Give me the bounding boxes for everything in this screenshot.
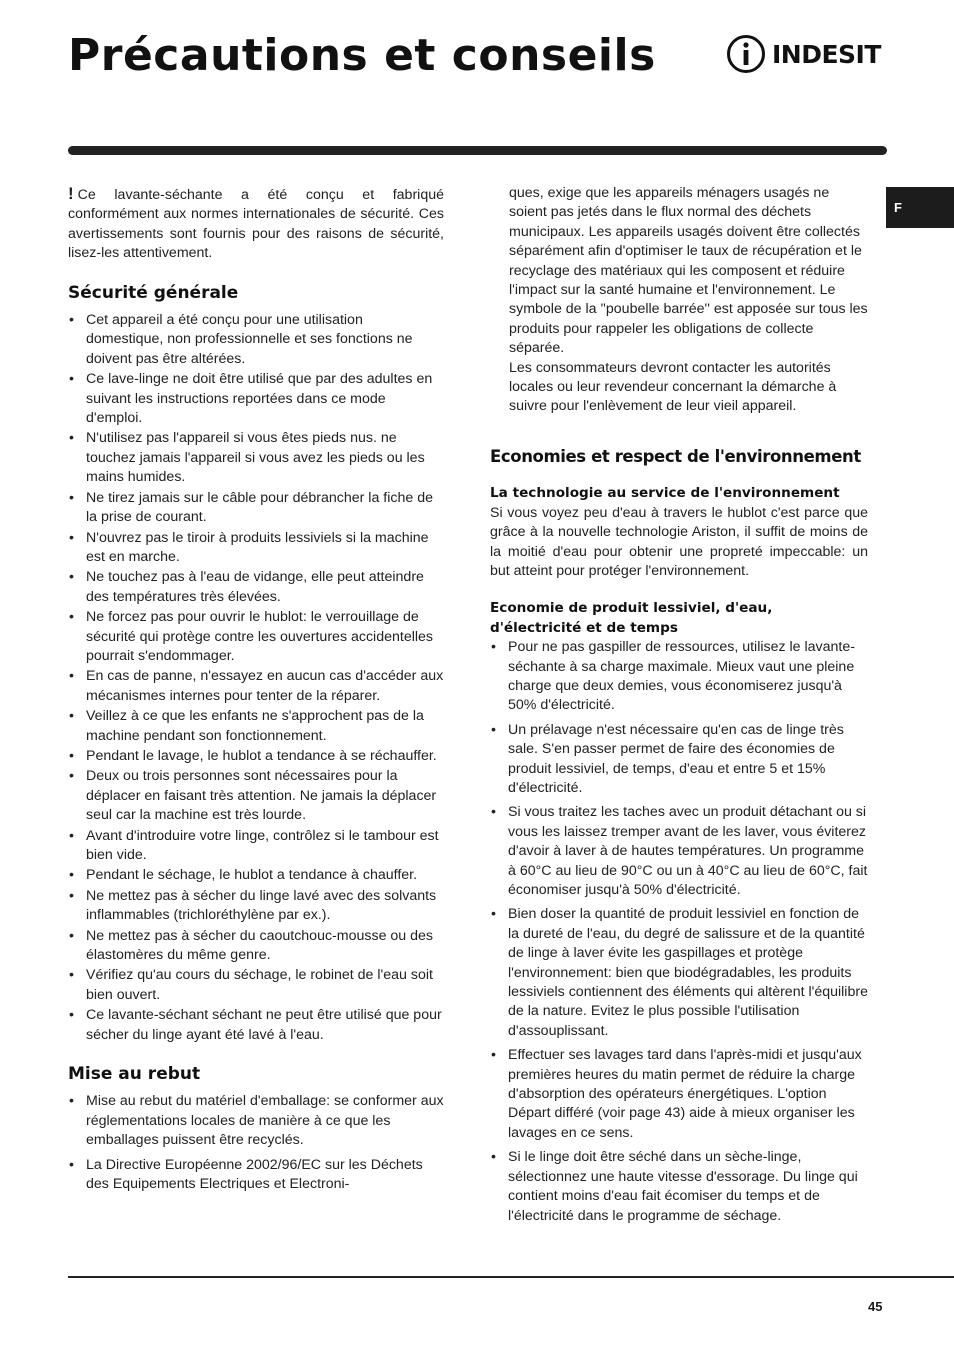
- list-item: • Pendant le séchage, le hublot a tendance à chauffer.: [68, 866, 444, 885]
- list-item: • Ce lavante-séchant séchant ne peut être utilisé que pour sécher du linge ayant été lavé à l'eau.: [68, 1006, 444, 1045]
- list-item: • Mise au rebut du matériel d'emballage: se conformer aux réglementations locales de manière à ce que les emballages puissent être recyclés.: [68, 1092, 444, 1150]
- rebut-continuation: ques, exige que les appareils ménagers usagés ne soient pas jetés dans le flux normal des déchets municipaux. Les appareils usagés doivent être collectés séparément afin d'optimiser le taux de récupération et le recyclage des matériaux qui les composent et réduire l'impact sur la santé humaine et l'environnement. Le symbole de la ''poubelle barrée'' est apposée sur tous les produits pour rappeler les obligations de collecte séparée.: [509, 185, 868, 357]
- list-item: • Cet appareil a été conçu pour une utilisation domestique, non professionnelle et ses fonctions ne doivent pas être altérées.: [68, 311, 444, 369]
- list-item: • N'ouvrez pas le tiroir à produits lessiviels si la machine est en marche.: [68, 529, 444, 568]
- list-item: • Pour ne pas gaspiller de ressources, utilisez le lavante-séchante à sa charge maximale. Mieux vaut une pleine charge que deux demies, vous économiserez jusqu'à 50% d'électricité.: [490, 638, 868, 716]
- list-item: • En cas de panne, n'essayez en aucun cas d'accéder aux mécanismes internes pour tenter de la réparer.: [68, 667, 444, 706]
- rebut-list: [68, 1092, 444, 1194]
- intro-text: Ce lavante-séchante a été conçu et fabriqué conformément aux normes internationales de sécurité. Ces avertissements sont fournis pour des raisons de sécurité, lisez-les attentivement.: [68, 187, 444, 262]
- list-item: • Ce lave-linge ne doit être utilisé que par des adultes en suivant les instructions reportées dans ce mode d'emploi.: [68, 370, 444, 428]
- list-item: • Ne forcez pas pour ouvrir le hublot: le verrouillage de sécurité qui protège contre les ouvertures accidentelles pourrait s'endommager.: [68, 608, 444, 666]
- list-item: • N'utilisez pas l'appareil si vous êtes pieds nus. ne touchez jamais l'appareil si vous avez les pieds ou les mains humides.: [68, 429, 444, 487]
- list-item: • Si le linge doit être séché dans un sèche-linge, sélectionnez une haute vitesse d'essorage. Du linge qui contient moins d'eau fait écomiser du temps et de l'électricité dans le programme de séchage.: [490, 1148, 868, 1226]
- subheading-economie: Economie de produit lessiviel, d'eau, d'électricité et de temps: [490, 600, 773, 636]
- list-item: • La Directive Européenne 2002/96/EC sur les Déchets des Equipements Electriques et Electroni-: [68, 1156, 444, 1195]
- warning-mark: !: [68, 184, 74, 203]
- securite-list: [68, 311, 444, 1045]
- list-item: • Vérifiez qu'au cours du séchage, le robinet de l'eau soit bien ouvert.: [68, 966, 444, 1005]
- indesit-logo-icon: [726, 34, 766, 74]
- list-item: • Ne mettez pas à sécher du caoutchouc-mousse ou des élastomères du même genre.: [68, 927, 444, 966]
- right-column: [490, 184, 868, 1231]
- list-item: • Si vous traitez les taches avec un produit détachant ou si vous les laissez tremper avant de les laver, vous éviterez d'avoir à laver à de hautes températures. Un programme à 60°C au lieu de 90°C ou un à 40°C au lieu de 60°C, fait économiser jusqu'à 50% d'électricité.: [490, 803, 868, 900]
- list-item: • Avant d'introduire votre linge, contrôlez si le tambour est bien vide.: [68, 827, 444, 866]
- technologie-paragraph: Si vous voyez peu d'eau à travers le hublot c'est parce que grâce à la nouvelle technologie Ariston, il suffit de moins de la moitié d'eau pour obtenir une propreté impeccable: un but atteint pour protéger l'environnement.: [490, 504, 868, 579]
- list-item: • Ne tirez jamais sur le câble pour débrancher la fiche de la prise de courant.: [68, 489, 444, 528]
- list-item: • Bien doser la quantité de produit lessiviel en fonction de la dureté de l'eau, du degré de salissure et de la quantité de linge à laver évite les gaspillages et protège l'environnement: bien que biodégradables, les produits lessiviels contiennent des éléments qui altèrent l'équilibre de la nature. Evitez le plus possible l'utilisation d'assouplissant.: [490, 905, 868, 1041]
- header-divider: [68, 146, 887, 155]
- left-column: [68, 184, 444, 1200]
- list-item: • Effectuer ses lavages tard dans l'après-midi et jusqu'aux premières heures du matin permet de réduire la charge d'absorption des opérateurs énergétiques. L'option Départ différé (voir page 43) aide à mieux organiser les lavages en ce sens.: [490, 1046, 868, 1143]
- rebut-continuation-2: Les consommateurs devront contacter les autorités locales ou leur revendeur concernant la démarche à suivre pour l'enlèvement de leur vieil appareil.: [509, 359, 837, 415]
- footer-divider: [68, 1276, 954, 1278]
- list-item: • Pendant le lavage, le hublot a tendance à se réchauffer.: [68, 747, 444, 766]
- intro-paragraph: [68, 184, 444, 264]
- brand-logo: [726, 34, 881, 74]
- list-item: • Veillez à ce que les enfants ne s'approchent pas de la machine pendant son fonctionnement.: [68, 707, 444, 746]
- subheading-technologie: La technologie au service de l'environnement: [490, 485, 840, 502]
- section-heading-economies: Economies et respect de l'environnement: [490, 446, 861, 466]
- section-heading-securite: Sécurité générale: [68, 282, 239, 303]
- page-title: Précautions et conseils: [68, 30, 656, 81]
- list-item: • Deux ou trois personnes sont nécessaires pour la déplacer en faisant très attention. Ne jamais la déplacer seul car la machine est très lourde.: [68, 767, 444, 825]
- list-item: • Ne touchez pas à l'eau de vidange, elle peut atteindre des températures très élevées.: [68, 568, 444, 607]
- page-number: 45: [868, 1299, 883, 1314]
- list-item: • Ne mettez pas à sécher du linge lavé avec des solvants inflammables (trichloréthylène par ex.).: [68, 887, 444, 926]
- economies-list: [490, 638, 868, 1226]
- language-tab: F: [886, 187, 954, 228]
- list-item: • Un prélavage n'est nécessaire qu'en cas de linge très sale. S'en passer permet de faire des économies de produit lessiviel, de temps, d'eau et entre 5 et 15% d'électricité.: [490, 721, 868, 799]
- section-heading-rebut: Mise au rebut: [68, 1064, 201, 1085]
- brand-name: INDESIT: [772, 39, 881, 69]
